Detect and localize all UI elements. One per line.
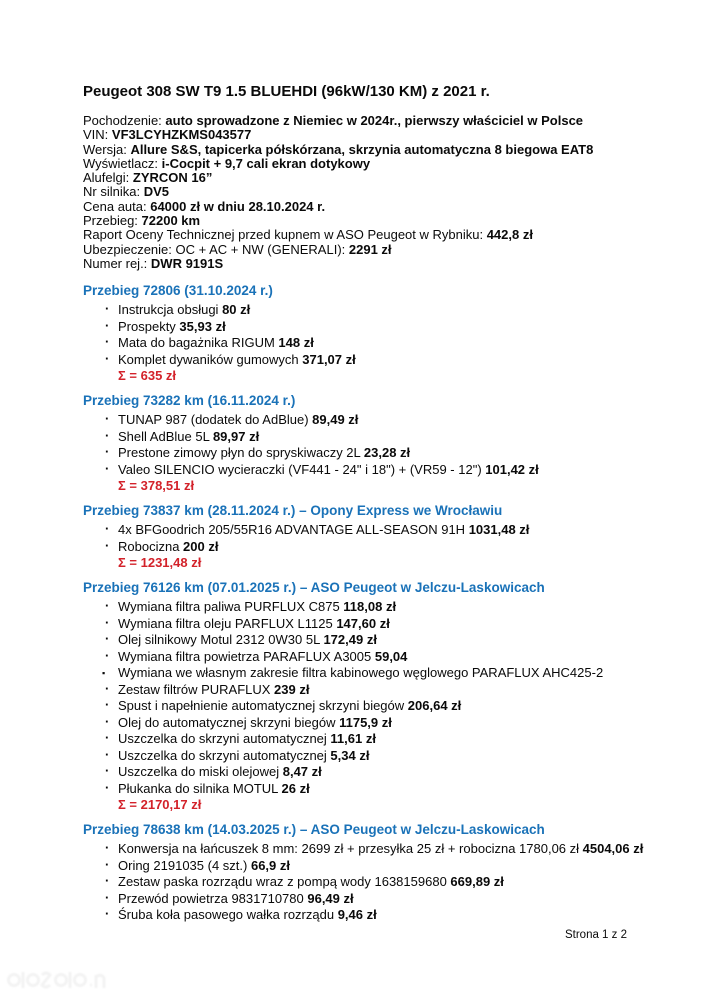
item-price: 669,89 zł <box>450 874 504 890</box>
service-item <box>83 746 628 764</box>
item-price: 8,47 zł <box>282 764 322 780</box>
info-row <box>83 200 628 214</box>
info-row <box>83 214 628 228</box>
item-text: Płukanka do silnika MOTUL <box>118 780 282 796</box>
info-row <box>83 257 628 271</box>
info-value: 64000 zł w dniu 28.10.2024 r. <box>150 198 326 214</box>
item-price: 118,08 zł <box>343 599 397 615</box>
service-item <box>83 713 628 731</box>
service-item <box>83 614 628 632</box>
service-item <box>83 856 628 874</box>
dot-bullet-icon: · <box>105 521 110 537</box>
service-item <box>83 600 628 615</box>
info-row <box>83 128 628 142</box>
dot-bullet-icon: · <box>105 598 110 614</box>
info-label: Raport Oceny Technicznej przed kupnem w ASO Peugeot w Rybniku: <box>83 227 487 243</box>
watermark <box>6 967 108 998</box>
service-item <box>83 460 628 478</box>
item-text: Wymiana filtra paliwa PURFLUX C875 <box>118 599 344 615</box>
service-item <box>83 765 628 780</box>
item-text: Wymiana filtra powietrza PARAFLUX A3005 <box>118 648 375 664</box>
item-text: Oring 2191035 (4 szt.) <box>118 857 251 873</box>
info-row <box>83 228 628 242</box>
item-price: 206,64 zł <box>407 698 462 714</box>
service-item <box>83 889 628 907</box>
item-price: 371,07 zł <box>302 351 356 367</box>
item-text: Przewód powietrza 9831710780 <box>118 890 308 906</box>
info-value: DV5 <box>143 184 169 200</box>
service-section <box>83 822 644 923</box>
service-item <box>83 680 628 698</box>
item-text: Olej do automatycznej skrzyni biegów <box>118 714 340 730</box>
info-value: 442,8 zł <box>486 227 533 243</box>
item-price: 5,34 zł <box>330 747 370 763</box>
item-text: Instrukcja obsługi <box>118 302 223 318</box>
item-text: Olej silnikowy Motul 2312 0W30 5L <box>118 632 324 648</box>
item-list <box>83 413 628 477</box>
dot-bullet-icon: · <box>105 840 110 856</box>
item-text: Wymiana we własnym zakresie filtra kabinowego węglowego PARAFLUX AHC425-2 <box>118 665 604 681</box>
info-value: ZYRCON 16” <box>132 170 213 186</box>
item-list <box>83 523 628 554</box>
info-value: DWR 9191S <box>150 255 224 271</box>
info-label: Przebieg: <box>83 213 142 229</box>
watermark-glyphs <box>6 967 108 993</box>
service-item <box>83 446 628 461</box>
item-price: 80 zł <box>222 302 251 318</box>
section-heading: Przebieg 78638 km (14.03.2025 r.) – ASO Peugeot w Jelczu-Laskowicach <box>83 822 545 838</box>
info-value: 2291 zł <box>348 241 392 257</box>
service-item <box>83 699 628 714</box>
service-item <box>83 633 628 648</box>
service-section <box>83 580 628 812</box>
item-text: Robocizna <box>118 538 184 554</box>
dot-bullet-icon: · <box>105 411 110 427</box>
info-value: VF3LCYHZKMS043577 <box>111 127 252 143</box>
service-item <box>83 336 628 351</box>
dot-bullet-icon: · <box>105 427 110 443</box>
service-item <box>83 732 628 747</box>
service-item <box>83 779 628 797</box>
item-list <box>83 600 628 796</box>
service-item <box>83 908 628 923</box>
section-heading: Przebieg 73837 km (28.11.2024 r.) – Opony Express we Wrocławiu <box>83 503 503 519</box>
dot-bullet-icon: · <box>105 460 110 476</box>
service-item <box>83 350 628 368</box>
item-text: Zestaw paska rozrządu wraz z pompą wody 1638159680 <box>118 874 451 890</box>
service-item <box>83 666 628 681</box>
service-item <box>83 427 628 445</box>
section-total: Σ = 378,51 zł <box>118 478 195 494</box>
item-text: Komplet dywaników gumowych <box>118 351 303 367</box>
vehicle-info <box>83 114 628 271</box>
item-text: Konwersja na łańcuszek 8 mm: 2699 zł + przesyłka 25 zł + robocizna 1780,06 zł <box>118 841 583 857</box>
item-price: 89,49 zł <box>312 412 359 428</box>
item-price: 9,46 zł <box>337 907 377 923</box>
info-value: 72200 km <box>141 213 201 229</box>
info-label: Nr silnika: <box>83 184 144 200</box>
section-total: Σ = 2170,17 zł <box>118 797 202 813</box>
dot-bullet-icon: · <box>105 730 110 746</box>
item-price: 200 zł <box>183 538 219 554</box>
service-item <box>83 317 628 335</box>
dot-bullet-icon: · <box>105 614 110 630</box>
info-label: Alufelgi: <box>83 170 133 186</box>
service-item <box>83 840 644 857</box>
dot-bullet-icon: · <box>105 713 110 729</box>
dot-bullet-icon: · <box>105 301 110 317</box>
info-value: Allure S&S, tapicerka półskórzana, skrzynia automatyczna 8 biegowa EAT8 <box>130 141 594 157</box>
item-list <box>83 303 628 367</box>
section-heading: Przebieg 72806 (31.10.2024 r.) <box>83 283 273 299</box>
info-label: Cena auta: <box>83 198 151 214</box>
item-text: 4x BFGoodrich 205/55R16 ADVANTAGE ALL-SEASON 91H <box>118 522 469 538</box>
page-number: Strona 1 z 2 <box>564 929 627 941</box>
info-row <box>83 157 628 171</box>
item-text: Uszczelka do miski olejowej <box>118 764 283 780</box>
dot-bullet-icon: · <box>105 631 110 647</box>
item-price: 11,61 zł <box>330 731 376 747</box>
dot-bullet-icon: · <box>105 444 110 460</box>
info-label: Numer rej.: <box>83 255 151 271</box>
service-item <box>83 647 628 665</box>
dot-bullet-icon: · <box>105 317 110 333</box>
service-section <box>83 283 628 383</box>
dot-bullet-icon: · <box>105 697 110 713</box>
item-price: 59,04 <box>374 648 408 664</box>
dot-bullet-icon: · <box>105 537 110 553</box>
item-text: Uszczelka do skrzyni automatycznej <box>118 731 331 747</box>
service-sections <box>83 283 644 923</box>
dot-bullet-icon: · <box>105 647 110 663</box>
info-row <box>83 185 628 199</box>
item-price: 239 zł <box>274 681 310 697</box>
service-item <box>83 523 628 538</box>
item-text: Prestone zimowy płyn do spryskiwaczy 2L <box>118 445 364 461</box>
item-price: 96,49 zł <box>307 890 354 906</box>
item-text: Uszczelka do skrzyni automatycznej <box>118 747 331 763</box>
section-total: Σ = 1231,48 zł <box>118 555 202 571</box>
dot-bullet-icon: · <box>105 350 110 366</box>
dot-bullet-icon: · <box>105 334 110 350</box>
service-item <box>83 875 628 890</box>
item-text: TUNAP 987 (dodatek do AdBlue) <box>118 412 313 428</box>
dot-bullet-icon: · <box>105 873 110 889</box>
info-row <box>83 114 628 128</box>
vehicle-title: Peugeot 308 SW T9 1.5 BLUEHDI (96kW/130 KM) z 2021 r. <box>83 83 490 100</box>
service-item <box>83 413 628 428</box>
dot-bullet-icon: · <box>105 680 110 696</box>
item-list <box>83 840 644 923</box>
item-price: 23,28 zł <box>363 445 411 461</box>
item-price: 4504,06 zł <box>582 841 644 857</box>
item-price: 89,97 zł <box>212 428 260 444</box>
dot-bullet-icon: · <box>105 889 110 905</box>
item-price: 26 zł <box>281 780 310 796</box>
item-text: Spust i napełnienie automatycznej skrzyni biegów <box>118 698 408 714</box>
dot-bullet-icon: · <box>105 906 110 922</box>
item-price: 35,93 zł <box>179 318 226 334</box>
item-price: 101,42 zł <box>485 461 539 477</box>
service-item <box>83 537 628 555</box>
section-heading: Przebieg 73282 km (16.11.2024 r.) <box>83 393 296 409</box>
info-row <box>83 143 628 157</box>
item-price: 66,9 zł <box>250 857 290 873</box>
item-text: Mata do bagażnika RIGUM <box>118 335 279 351</box>
item-price: 1031,48 zł <box>468 522 530 538</box>
item-price: 148 zł <box>278 335 314 351</box>
item-price: 147,60 zł <box>336 615 390 631</box>
item-text: Shell AdBlue 5L <box>118 428 213 444</box>
square-bullet-icon: ▪ <box>102 668 106 679</box>
info-value: i-Cocpit + 9,7 cali ekran dotykowy <box>161 155 371 171</box>
dot-bullet-icon: · <box>105 763 110 779</box>
item-price: 172,49 zł <box>323 632 377 648</box>
info-value: auto sprowadzone z Niemiec w 2024r., pierwszy właściciel w Polsce <box>165 113 584 128</box>
service-section <box>83 503 628 570</box>
info-row <box>83 243 628 257</box>
service-section <box>83 393 628 493</box>
service-item <box>83 303 628 318</box>
section-heading: Przebieg 76126 km (07.01.2025 r.) – ASO Peugeot w Jelczu-Laskowicach <box>83 580 545 596</box>
info-label: Wersja: <box>83 141 131 157</box>
info-row <box>83 171 628 185</box>
dot-bullet-icon: · <box>105 856 110 872</box>
item-text: Zestaw filtrów PURAFLUX <box>118 681 275 697</box>
item-text: Wymiana filtra oleju PARFLUX L1125 <box>118 615 337 631</box>
dot-bullet-icon: · <box>105 746 110 762</box>
item-price: 1175,9 zł <box>339 714 392 730</box>
item-text: Śruba koła pasowego wałka rozrządu <box>118 907 338 923</box>
item-text: Valeo SILENCIO wycieraczki (VF441 - 24" i 18") + (VR59 - 12") <box>118 461 486 477</box>
dot-bullet-icon: · <box>105 779 110 795</box>
info-label: Ubezpieczenie: OC + AC + NW (GENERALI): <box>83 241 349 257</box>
section-total: Σ = 635 zł <box>118 368 177 384</box>
info-label: VIN: <box>83 127 112 143</box>
info-label: Pochodzenie: <box>83 113 166 128</box>
item-text: Prospekty <box>118 318 180 334</box>
info-label: Wyświetlacz: <box>83 155 162 171</box>
